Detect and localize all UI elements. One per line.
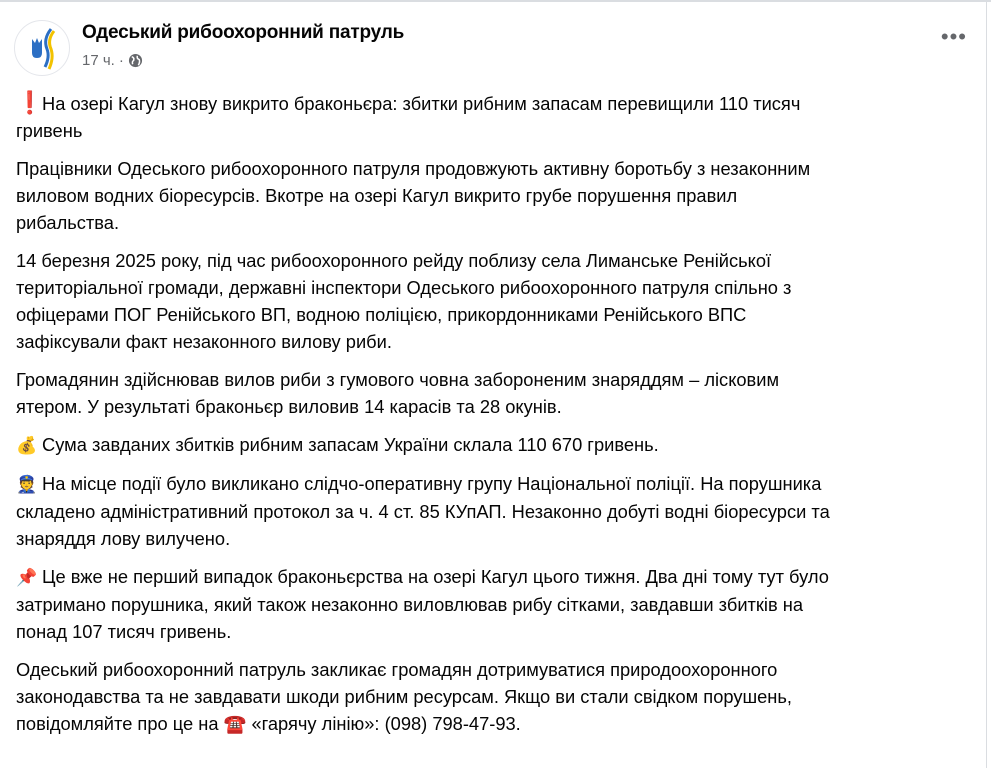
paragraph-line — [16, 366, 976, 393]
paragraph-line — [16, 182, 976, 209]
paragraph-line — [16, 247, 976, 274]
globe-icon[interactable] — [128, 53, 143, 68]
line-text: зафіксували факт незаконного вилову риби. — [16, 331, 392, 352]
top-divider — [0, 0, 991, 2]
line-text: На озері Кагул знову викрито браконьєра: збитки рибним запасам перевищили 110 тисяч — [42, 93, 801, 114]
police-officer-icon: 👮 — [16, 475, 38, 494]
line-text: Це вже не перший випадок браконьєрства на озері Кагул цього тижня. Два дні тому тут було — [42, 566, 829, 587]
paragraph-line — [16, 683, 976, 710]
paragraph-line — [16, 155, 976, 182]
line-text: затримано порушника, який також незаконно виловлював рибу сітками, завдавши збитків на — [16, 594, 804, 615]
post-paragraph — [16, 470, 976, 552]
money-bag-icon: 💰 — [16, 436, 38, 455]
line-text: ятером. У результаті браконьєр виловив 14 карасів та 28 окунів. — [16, 396, 562, 417]
post-body — [16, 89, 976, 748]
post-paragraph — [16, 366, 976, 420]
line-text: понад 107 тисяч гривень. — [16, 621, 232, 642]
paragraph-line — [16, 591, 976, 618]
line-text: виловом водних біоресурсів. Вкотре на озері Кагул викрито грубе порушення правил — [16, 185, 738, 206]
page-name-link[interactable]: Одеський рибоохоронний патруль — [82, 22, 405, 43]
post-paragraph — [16, 89, 976, 144]
line-text: Сума завданих збитків рибним запасам України склала 110 670 гривень. — [42, 434, 659, 455]
line-text: повідомляйте про це на ☎️ «гарячу лінію»: (098) 798-47-93. — [16, 713, 521, 734]
page-avatar[interactable] — [14, 20, 70, 76]
post-paragraph — [16, 431, 976, 459]
paragraph-line — [16, 328, 976, 355]
paragraph-line — [16, 656, 976, 683]
right-border — [986, 0, 987, 768]
paragraph-line — [16, 117, 976, 144]
line-text: Працівники Одеського рибоохоронного патруля продовжують активну боротьбу з незаконним — [16, 158, 811, 179]
line-text: рибальства. — [16, 212, 120, 233]
post-time-link[interactable]: 17 ч. — [82, 52, 115, 69]
paragraph-line — [16, 563, 976, 591]
paragraph-line — [16, 89, 976, 117]
line-text: складено адміністративний протокол за ч. 4 ст. 85 КУпАП. Незаконно добуті водні біоресурси та — [16, 501, 830, 522]
paragraph-line — [16, 498, 976, 525]
coat-of-arms-logo-icon — [15, 21, 69, 75]
exclamation-icon: ❗ — [16, 90, 44, 115]
line-text: 14 березня 2025 року, під час рибоохоронного рейду поблизу села Лиманське Ренійської — [16, 250, 772, 271]
paragraph-line — [16, 274, 976, 301]
meta-separator: · — [118, 52, 124, 69]
paragraph-line — [16, 710, 976, 737]
post-paragraph — [16, 155, 976, 236]
paragraph-line — [16, 470, 976, 498]
paragraph-line — [16, 618, 976, 645]
paragraph-line — [16, 393, 976, 420]
post-paragraph — [16, 563, 976, 645]
line-text: гривень — [16, 120, 83, 141]
line-text: законодавства та не завдавати шкоди рибним ресурсам. Якщо ви стали свідком порушень, — [16, 686, 792, 707]
post-meta — [82, 52, 143, 69]
post-paragraph — [16, 656, 976, 737]
line-text: територіальної громади, державні інспектори Одеського рибоохоронного патруля спільно з — [16, 277, 792, 298]
more-options-button[interactable]: ••• — [940, 24, 967, 49]
pushpin-icon: 📌 — [16, 568, 38, 587]
line-text: Громадянин здійснював вилов риби з гумового човна забороненим знаряддям – лісковим — [16, 369, 780, 390]
line-text: Одеський рибоохоронний патруль закликає громадян дотримуватися природоохоронного — [16, 659, 778, 680]
line-text: офіцерами ПОГ Ренійського ВП, водною поліцією, прикордонниками Ренійського ВПС — [16, 304, 747, 325]
line-text: На місце події було викликано слідчо-оперативну групу Національної поліції. На порушника — [42, 473, 822, 494]
paragraph-line — [16, 209, 976, 236]
paragraph-line — [16, 301, 976, 328]
paragraph-line — [16, 525, 976, 552]
post-paragraph — [16, 247, 976, 355]
paragraph-line — [16, 431, 976, 459]
line-text: знаряддя лову вилучено. — [16, 528, 231, 549]
